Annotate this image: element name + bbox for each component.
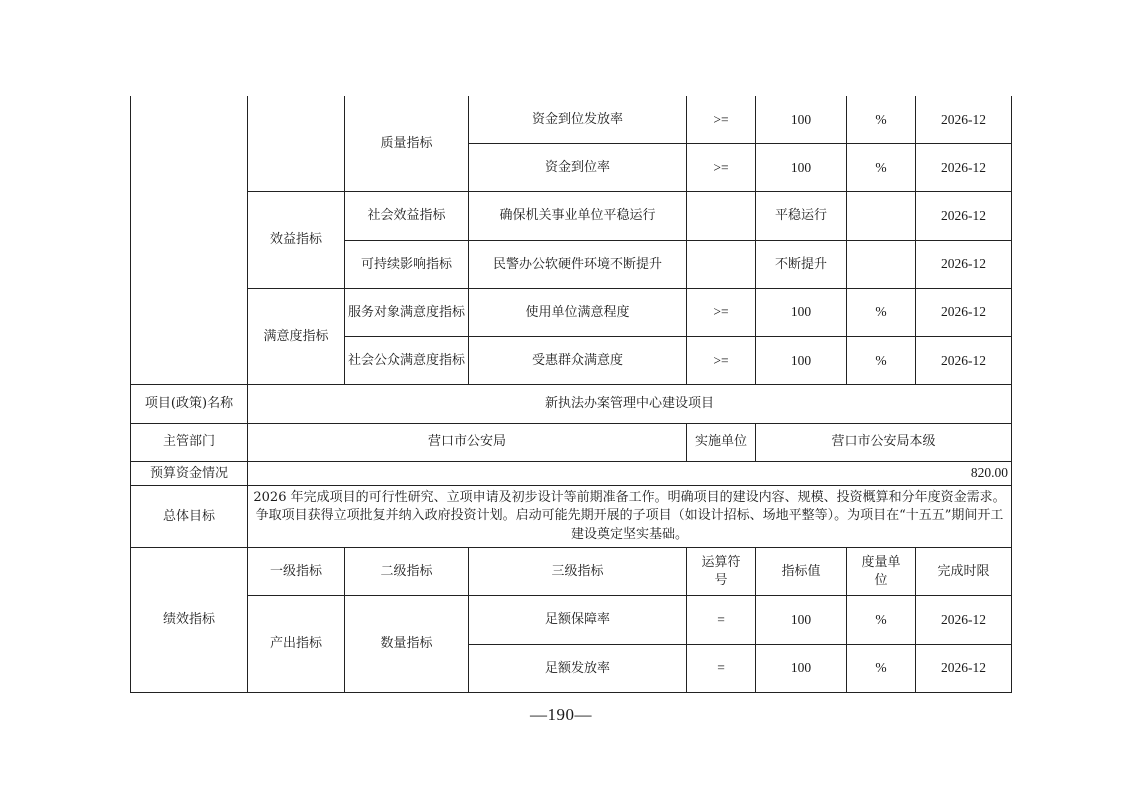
value-cell: 100	[756, 337, 847, 385]
dept-label: 主管部门	[131, 423, 248, 461]
unit-cell	[847, 240, 916, 288]
value-cell: 100	[756, 288, 847, 336]
unit-cell: %	[847, 288, 916, 336]
deadline-cell: 2026-12	[916, 240, 1012, 288]
dept-value: 营口市公安局	[248, 423, 687, 461]
value-cell: 100	[756, 96, 847, 144]
operator-cell: >=	[687, 144, 756, 192]
deadline-cell: 2026-12	[916, 596, 1012, 644]
secondary-indicator-cell: 可持续影响指标	[345, 240, 469, 288]
primary-indicator-cell: 效益指标	[248, 192, 345, 288]
header-tertiary: 三级指标	[469, 548, 687, 596]
header-value: 指标值	[756, 548, 847, 596]
secondary-indicator-cell: 社会公众满意度指标	[345, 337, 469, 385]
primary-indicator-cell: 满意度指标	[248, 288, 345, 384]
unit-cell: %	[847, 96, 916, 144]
continued-primary-cell	[248, 96, 345, 192]
header-unit: 度量单位	[847, 548, 916, 596]
header-secondary: 二级指标	[345, 548, 469, 596]
secondary-indicator-cell: 社会效益指标	[345, 192, 469, 240]
budget-value: 820.00	[248, 461, 1012, 485]
budget-label: 预算资金情况	[131, 461, 248, 485]
header-operator: 运算符号	[687, 548, 756, 596]
performance-label: 绩效指标	[131, 548, 248, 693]
value-cell: 不断提升	[756, 240, 847, 288]
operator-cell: =	[687, 596, 756, 644]
operator-cell: =	[687, 644, 756, 692]
value-cell: 100	[756, 596, 847, 644]
deadline-cell: 2026-12	[916, 96, 1012, 144]
project-name-label: 项目(政策)名称	[131, 385, 248, 423]
value-cell: 平稳运行	[756, 192, 847, 240]
continued-label-cell	[131, 96, 248, 385]
primary-indicator-cell: 产出指标	[248, 596, 345, 693]
project-name-value: 新执法办案管理中心建设项目	[248, 385, 1012, 423]
unit-cell: %	[847, 596, 916, 644]
unit-cell	[847, 192, 916, 240]
impl-unit-value: 营口市公安局本级	[756, 423, 1012, 461]
deadline-cell: 2026-12	[916, 192, 1012, 240]
operator-cell: >=	[687, 337, 756, 385]
tertiary-indicator-cell: 使用单位满意程度	[469, 288, 687, 336]
header-primary: 一级指标	[248, 548, 345, 596]
goal-label: 总体目标	[131, 485, 248, 547]
deadline-cell: 2026-12	[916, 337, 1012, 385]
secondary-indicator-cell: 服务对象满意度指标	[345, 288, 469, 336]
operator-cell: >=	[687, 96, 756, 144]
secondary-indicator-cell: 质量指标	[345, 96, 469, 192]
operator-cell: >=	[687, 288, 756, 336]
tertiary-indicator-cell: 资金到位发放率	[469, 96, 687, 144]
tertiary-indicator-cell: 足额保障率	[469, 596, 687, 644]
tertiary-indicator-cell: 足额发放率	[469, 644, 687, 692]
deadline-cell: 2026-12	[916, 288, 1012, 336]
secondary-indicator-cell: 数量指标	[345, 596, 469, 693]
tertiary-indicator-cell: 民警办公软硬件环境不断提升	[469, 240, 687, 288]
tertiary-indicator-cell: 资金到位率	[469, 144, 687, 192]
header-deadline: 完成时限	[916, 548, 1012, 596]
goal-text: 2026 年完成项目的可行性研究、立项申请及初步设计等前期准备工作。明确项目的建设内容、规模、投资概算和分年度资金需求。争取项目获得立项批复并纳入政府投资计划。启动可能先期开展的子项目（如设计招标、场地平整等）。为项目在“十五五”期间开工建设奠定坚实基础。	[248, 485, 1012, 547]
tertiary-indicator-cell: 受惠群众满意度	[469, 337, 687, 385]
value-cell: 100	[756, 144, 847, 192]
unit-cell: %	[847, 337, 916, 385]
operator-cell	[687, 240, 756, 288]
value-cell: 100	[756, 644, 847, 692]
deadline-cell: 2026-12	[916, 644, 1012, 692]
unit-cell: %	[847, 144, 916, 192]
impl-unit-label: 实施单位	[687, 423, 756, 461]
performance-table	[130, 96, 1012, 693]
tertiary-indicator-cell: 确保机关事业单位平稳运行	[469, 192, 687, 240]
deadline-cell: 2026-12	[916, 144, 1012, 192]
page-number: —190—	[530, 705, 592, 724]
unit-cell: %	[847, 644, 916, 692]
operator-cell	[687, 192, 756, 240]
